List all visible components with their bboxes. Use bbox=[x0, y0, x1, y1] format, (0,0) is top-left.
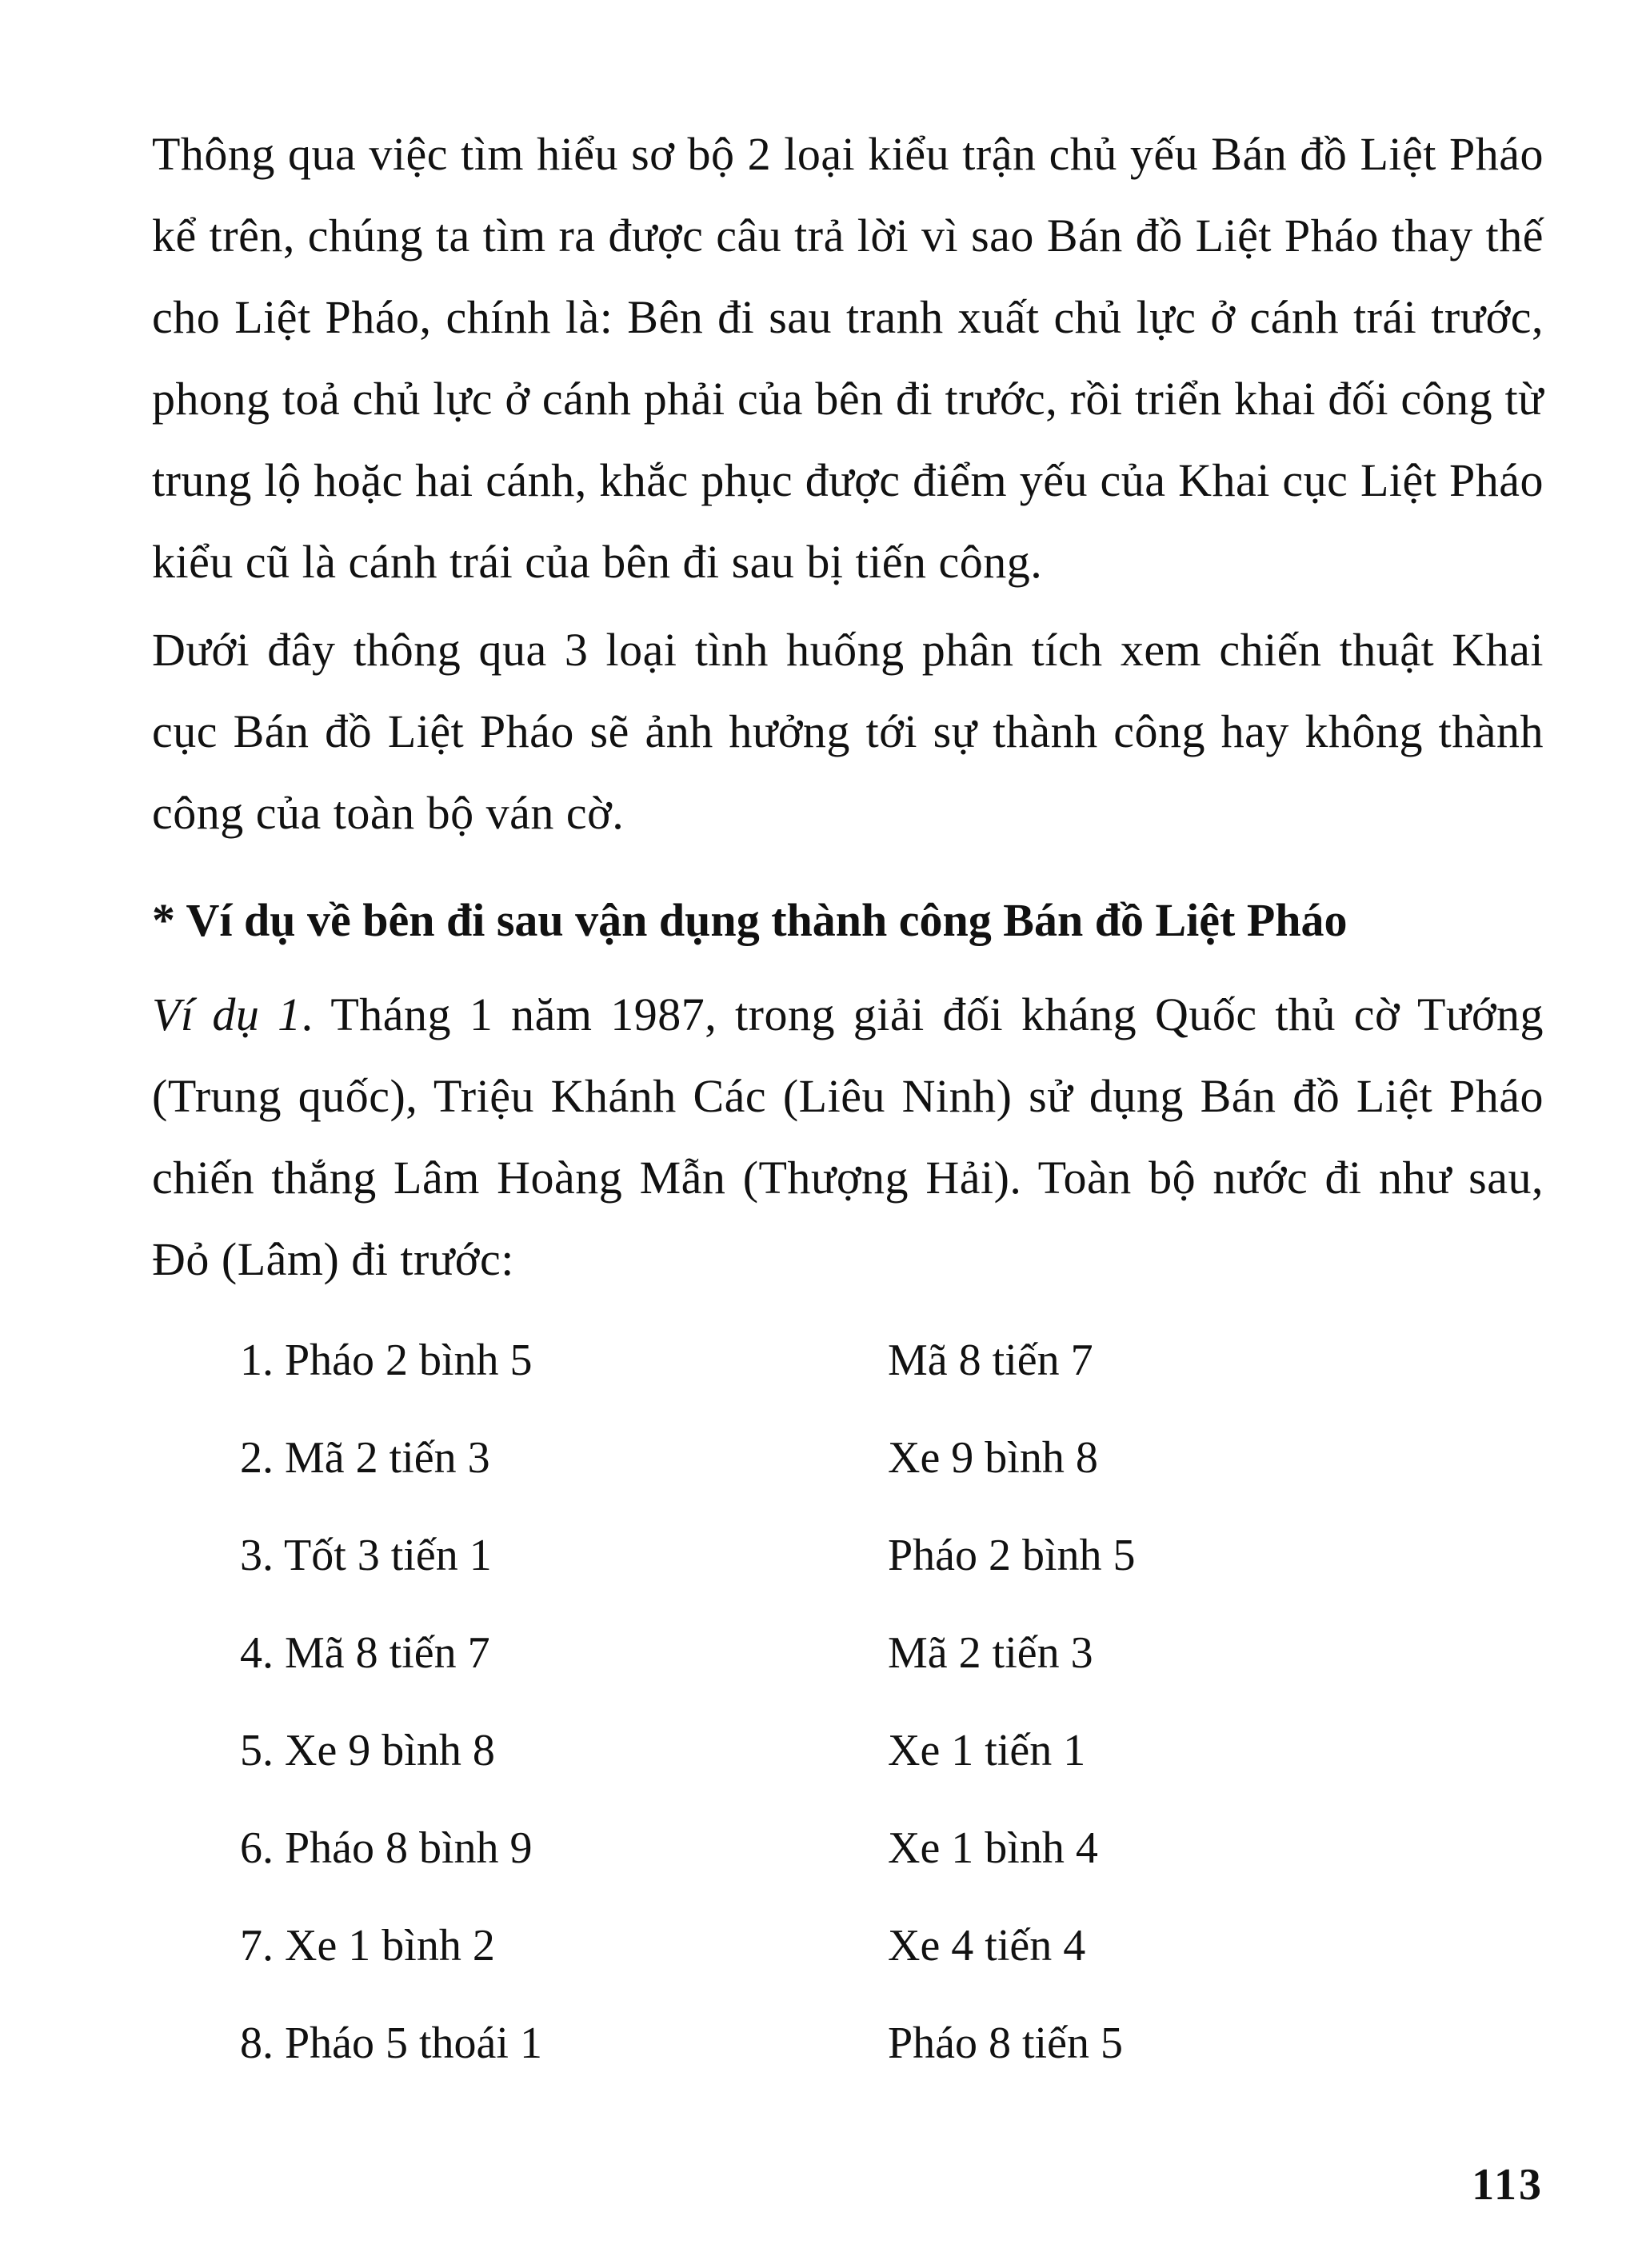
red-move: 6. Pháo 8 bình 9 bbox=[240, 1823, 533, 1873]
page-number: 113 bbox=[1472, 2160, 1544, 2210]
red-move: 4. Mã 8 tiến 7 bbox=[240, 1628, 490, 1678]
example-label: Ví dụ 1 bbox=[152, 988, 302, 1040]
red-move: 3. Tốt 3 tiến 1 bbox=[240, 1531, 492, 1580]
move-row bbox=[240, 1312, 1280, 1409]
black-move: Xe 4 tiến 4 bbox=[888, 1921, 1086, 1971]
move-row bbox=[240, 1409, 1280, 1507]
move-row bbox=[240, 1799, 1280, 1897]
move-row bbox=[240, 1702, 1280, 1799]
red-move: 8. Pháo 5 thoái 1 bbox=[240, 2018, 542, 2068]
red-move: 2. Mã 2 tiến 3 bbox=[240, 1433, 490, 1483]
black-move: Xe 9 bình 8 bbox=[888, 1433, 1098, 1483]
red-move: 7. Xe 1 bình 2 bbox=[240, 1921, 495, 1971]
moves-list bbox=[240, 1312, 1280, 2092]
black-move: Xe 1 bình 4 bbox=[888, 1823, 1098, 1873]
black-move: Pháo 8 tiến 5 bbox=[888, 2018, 1123, 2068]
red-move: 5. Xe 9 bình 8 bbox=[240, 1726, 495, 1775]
example-paragraph bbox=[152, 974, 1544, 1300]
black-move: Mã 2 tiến 3 bbox=[888, 1628, 1093, 1678]
example-text: . Tháng 1 năm 1987, trong giải đối kháng Quốc thủ cờ Tướng (Trung quốc), Triệu Khánh Các (Liêu Ninh) sử dụng Bán đồ Liệt Pháo chiến thắng Lâm Hoàng Mẫn (Thượng Hải). Toàn bộ nước đi như sau, Đỏ (Lâm) đi trước: bbox=[152, 988, 1544, 1285]
move-row bbox=[240, 1994, 1280, 2092]
black-move: Mã 8 tiến 7 bbox=[888, 1336, 1093, 1385]
move-row bbox=[240, 1507, 1280, 1604]
move-row bbox=[240, 1897, 1280, 1994]
intro-paragraph: Thông qua việc tìm hiểu sơ bộ 2 loại kiểu trận chủ yếu Bán đồ Liệt Pháo kể trên, chúng ta tìm ra được câu trả lời vì sao Bán đồ Liệt Pháo thay thế cho Liệt Pháo, chính là: Bên đi sau tranh xuất chủ lực ở cánh trái trước, phong toả chủ lực ở cánh phải của bên đi trước, rồi triển khai đối công từ trung lộ hoặc hai cánh, khắc phục được điểm yếu của Khai cục Liệt Pháo kiểu cũ là cánh trái của bên đi sau bị tiến công. bbox=[152, 128, 1544, 588]
section-heading: * Ví dụ về bên đi sau vận dụng thành công Bán đồ Liệt Pháo bbox=[152, 894, 1348, 946]
black-move: Pháo 2 bình 5 bbox=[888, 1531, 1136, 1580]
black-move: Xe 1 tiến 1 bbox=[888, 1726, 1086, 1775]
red-move: 1. Pháo 2 bình 5 bbox=[240, 1336, 533, 1385]
cases-paragraph: Dưới đây thông qua 3 loại tình huống phân tích xem chiến thuật Khai cục Bán đồ Liệt Pháo sẽ ảnh hưởng tới sự thành công hay không thành công của toàn bộ ván cờ. bbox=[152, 624, 1544, 839]
move-row bbox=[240, 1604, 1280, 1702]
